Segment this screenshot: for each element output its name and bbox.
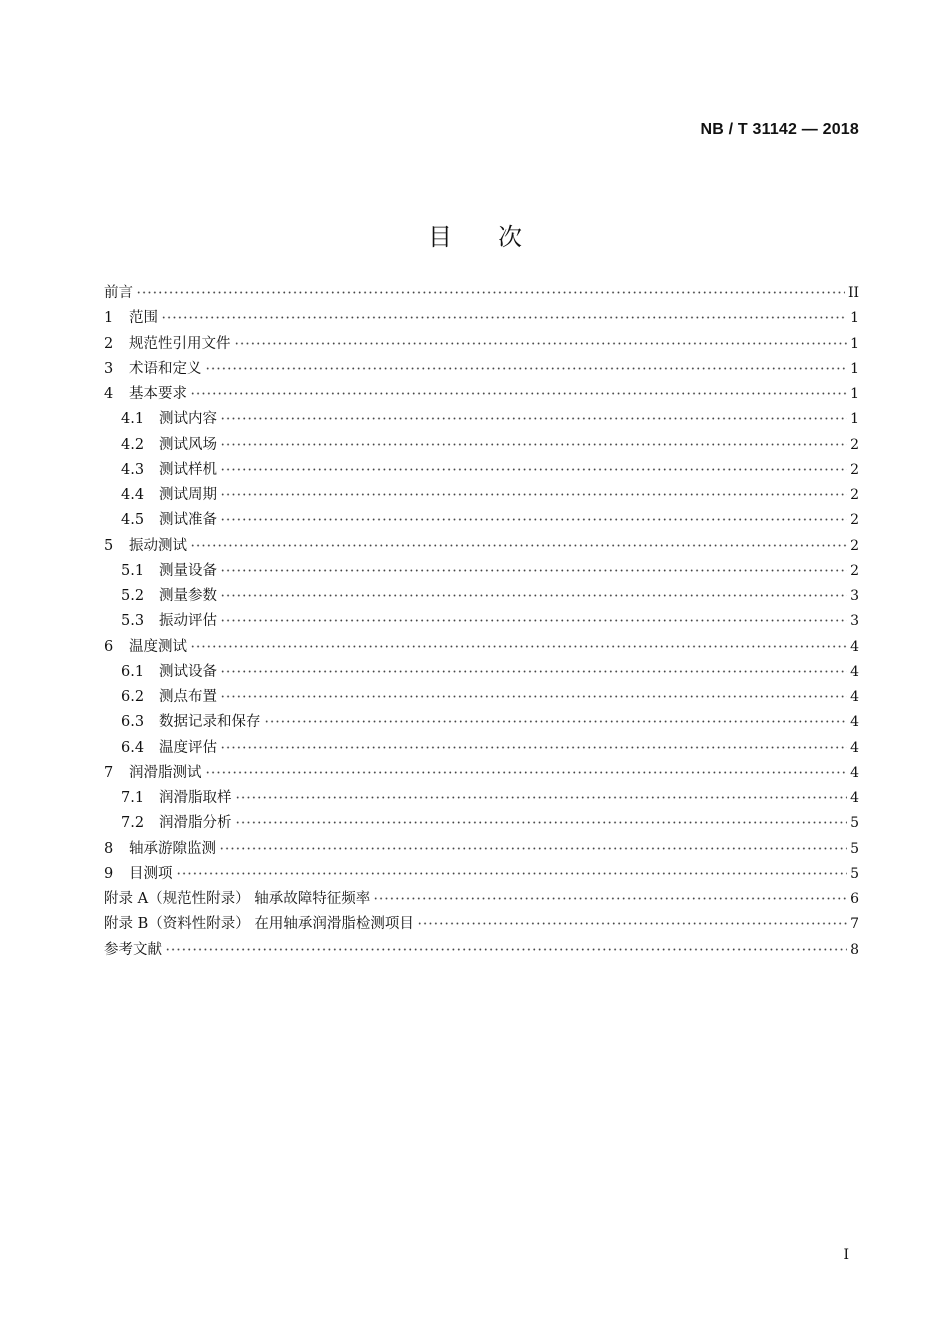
toc-entry[interactable] bbox=[104, 811, 859, 836]
toc-entry-label: 轴承游隙监测 bbox=[129, 840, 216, 857]
toc-entry-page: 2 bbox=[850, 436, 859, 453]
toc-entry[interactable] bbox=[104, 281, 859, 306]
toc-entry-label: 振动评估 bbox=[159, 613, 217, 630]
toc-entry-page: 1 bbox=[850, 360, 859, 377]
dot-leader bbox=[220, 619, 847, 622]
toc-entry-label: 温度评估 bbox=[159, 739, 217, 756]
toc-entry[interactable] bbox=[104, 912, 859, 937]
toc-entry-label: 数据记录和保存 bbox=[159, 714, 261, 731]
toc-entry-label: 润滑脂测试 bbox=[129, 764, 202, 781]
toc-entry-number: 5.1 bbox=[121, 562, 145, 579]
toc-entry[interactable] bbox=[104, 837, 859, 862]
toc-entry-label: 温度测试 bbox=[129, 638, 187, 655]
toc-entry[interactable] bbox=[104, 357, 859, 382]
toc-entry-page: 7 bbox=[850, 916, 859, 933]
toc-entry-number: 5.3 bbox=[121, 613, 145, 630]
toc-entry-label: 测试设备 bbox=[159, 663, 217, 680]
toc-entry-label: 测试样机 bbox=[159, 461, 217, 478]
toc-entry[interactable] bbox=[104, 609, 859, 634]
toc-entry-number: 6.2 bbox=[121, 689, 145, 705]
toc-entry-page: 5 bbox=[850, 865, 859, 882]
dot-leader bbox=[219, 847, 847, 850]
toc-entry-label: 测试周期 bbox=[159, 487, 217, 503]
toc-entry-number: 6.3 bbox=[121, 714, 145, 731]
toc-entry[interactable] bbox=[104, 306, 859, 331]
toc-entry[interactable] bbox=[104, 862, 859, 887]
toc-entry-page: 4 bbox=[850, 790, 859, 806]
toc-entry-page: 2 bbox=[850, 487, 859, 503]
toc-entry-label: 附录 B（资料性附录） 在用轴承润滑脂检测项目 bbox=[104, 916, 414, 933]
toc-entry-page: 1 bbox=[850, 310, 859, 327]
toc-entry-label: 前言 bbox=[104, 285, 133, 301]
toc-entry-page: 4 bbox=[850, 638, 859, 655]
toc-entry-label: 润滑脂取样 bbox=[159, 790, 232, 806]
toc-entry-page: 2 bbox=[850, 461, 859, 478]
dot-leader bbox=[234, 342, 848, 345]
dot-leader bbox=[264, 720, 848, 723]
toc-entry[interactable] bbox=[104, 382, 859, 407]
dot-leader bbox=[220, 518, 847, 521]
dot-leader bbox=[220, 443, 847, 446]
toc-entry-page: 5 bbox=[850, 840, 859, 857]
toc-entry[interactable] bbox=[104, 433, 859, 458]
toc-entry[interactable] bbox=[104, 786, 859, 811]
dot-leader bbox=[220, 746, 847, 749]
toc-entry-number: 4.2 bbox=[121, 436, 145, 453]
toc-entry-number: 3 bbox=[104, 360, 114, 377]
toc-entry-number: 4.1 bbox=[121, 411, 145, 428]
dot-leader bbox=[417, 922, 847, 925]
toc-entry-page: 4 bbox=[850, 739, 859, 756]
toc-entry[interactable] bbox=[104, 736, 859, 761]
dot-leader bbox=[235, 821, 848, 824]
dot-leader bbox=[373, 897, 847, 900]
toc-entry-number: 6.4 bbox=[121, 739, 145, 756]
toc-entry-page: 2 bbox=[850, 562, 859, 579]
toc-entry-page: 1 bbox=[850, 386, 859, 402]
toc-entry-page: 8 bbox=[850, 941, 859, 958]
dot-leader bbox=[176, 872, 848, 875]
toc-entry[interactable] bbox=[104, 660, 859, 685]
toc-entry[interactable] bbox=[104, 938, 859, 963]
toc-entry[interactable] bbox=[104, 887, 859, 912]
toc-entry-page: 5 bbox=[850, 815, 859, 832]
toc-entry-number: 6.1 bbox=[121, 663, 145, 680]
toc-entry-number: 5 bbox=[104, 537, 114, 554]
dot-leader bbox=[205, 367, 848, 370]
toc-entry-number: 1 bbox=[104, 310, 114, 327]
toc-entry-number: 2 bbox=[104, 335, 114, 352]
toc-entry-page: 4 bbox=[850, 689, 859, 705]
toc-entry[interactable] bbox=[104, 559, 859, 584]
toc-entry-number: 7 bbox=[104, 764, 114, 781]
toc-entry[interactable] bbox=[104, 710, 859, 735]
toc-entry-label: 测量参数 bbox=[159, 588, 217, 604]
toc-entry-page: 6 bbox=[850, 891, 859, 907]
toc-entry-number: 4.4 bbox=[121, 487, 145, 503]
toc-entry-page: 2 bbox=[850, 537, 859, 554]
toc-entry-label: 附录 A（规范性附录） 轴承故障特征频率 bbox=[104, 891, 371, 907]
toc-entry-number: 7.1 bbox=[121, 790, 145, 806]
toc-entry-page: 2 bbox=[850, 512, 859, 529]
toc-entry-label: 润滑脂分析 bbox=[159, 815, 232, 832]
toc-entry-page: 1 bbox=[850, 411, 859, 428]
dot-leader bbox=[220, 493, 847, 496]
toc-entry[interactable] bbox=[104, 685, 859, 710]
toc-entry-label: 参考文献 bbox=[104, 941, 162, 958]
toc-entry-page: 4 bbox=[850, 663, 859, 680]
toc-entry-number: 6 bbox=[104, 638, 114, 655]
toc-entry-number: 4.3 bbox=[121, 461, 145, 478]
toc-entry[interactable] bbox=[104, 458, 859, 483]
toc-entry-page: 4 bbox=[850, 764, 859, 781]
toc-entry-number: 5.2 bbox=[121, 588, 145, 604]
toc-entry[interactable] bbox=[104, 635, 859, 660]
toc-entry-label: 规范性引用文件 bbox=[129, 335, 231, 352]
toc-entry-label: 测试风场 bbox=[159, 436, 217, 453]
toc-entry-label: 测量设备 bbox=[159, 562, 217, 579]
dot-leader bbox=[190, 544, 847, 547]
dot-leader bbox=[220, 417, 847, 420]
toc-entry-label: 振动测试 bbox=[129, 537, 187, 554]
toc-entry[interactable] bbox=[104, 483, 859, 508]
dot-leader bbox=[190, 645, 847, 648]
page-title: 目次 bbox=[428, 223, 568, 252]
dot-leader bbox=[220, 569, 847, 572]
dot-leader bbox=[205, 771, 848, 774]
toc-entry-number: 9 bbox=[104, 865, 114, 882]
toc-entry[interactable] bbox=[104, 332, 859, 357]
dot-leader bbox=[235, 796, 848, 799]
toc-entry-label: 测试准备 bbox=[159, 512, 217, 529]
toc-entry-number: 4 bbox=[104, 386, 114, 402]
toc-entry-number: 7.2 bbox=[121, 815, 145, 832]
toc-entry[interactable] bbox=[104, 584, 859, 609]
toc-entry-page: 3 bbox=[850, 588, 859, 604]
toc-entry[interactable] bbox=[104, 508, 859, 533]
dot-leader bbox=[220, 468, 847, 471]
toc-entry-label: 测点布置 bbox=[159, 689, 217, 705]
dot-leader bbox=[220, 670, 847, 673]
toc-entry-label: 术语和定义 bbox=[129, 360, 202, 377]
table-of-contents bbox=[104, 281, 859, 963]
page-number: I bbox=[843, 1247, 849, 1263]
toc-entry-label: 目测项 bbox=[129, 865, 173, 882]
dot-leader bbox=[136, 291, 845, 294]
dot-leader bbox=[220, 594, 847, 597]
dot-leader bbox=[190, 392, 847, 395]
dot-leader bbox=[161, 316, 847, 319]
toc-entry[interactable] bbox=[104, 761, 859, 786]
toc-entry-label: 测试内容 bbox=[159, 411, 217, 428]
standard-code: NB / T 31142 — 2018 bbox=[700, 121, 859, 138]
toc-entry-label: 基本要求 bbox=[129, 386, 187, 402]
dot-leader bbox=[165, 948, 847, 951]
toc-entry-number: 8 bbox=[104, 840, 114, 857]
toc-entry-page: II bbox=[847, 285, 859, 301]
toc-entry-page: 3 bbox=[850, 613, 859, 630]
toc-entry[interactable] bbox=[104, 407, 859, 432]
toc-entry-label: 范围 bbox=[129, 310, 158, 327]
toc-entry[interactable] bbox=[104, 534, 859, 559]
dot-leader bbox=[220, 695, 847, 698]
toc-entry-page: 1 bbox=[850, 335, 859, 352]
toc-entry-number: 4.5 bbox=[121, 512, 145, 529]
toc-entry-page: 4 bbox=[850, 714, 859, 731]
